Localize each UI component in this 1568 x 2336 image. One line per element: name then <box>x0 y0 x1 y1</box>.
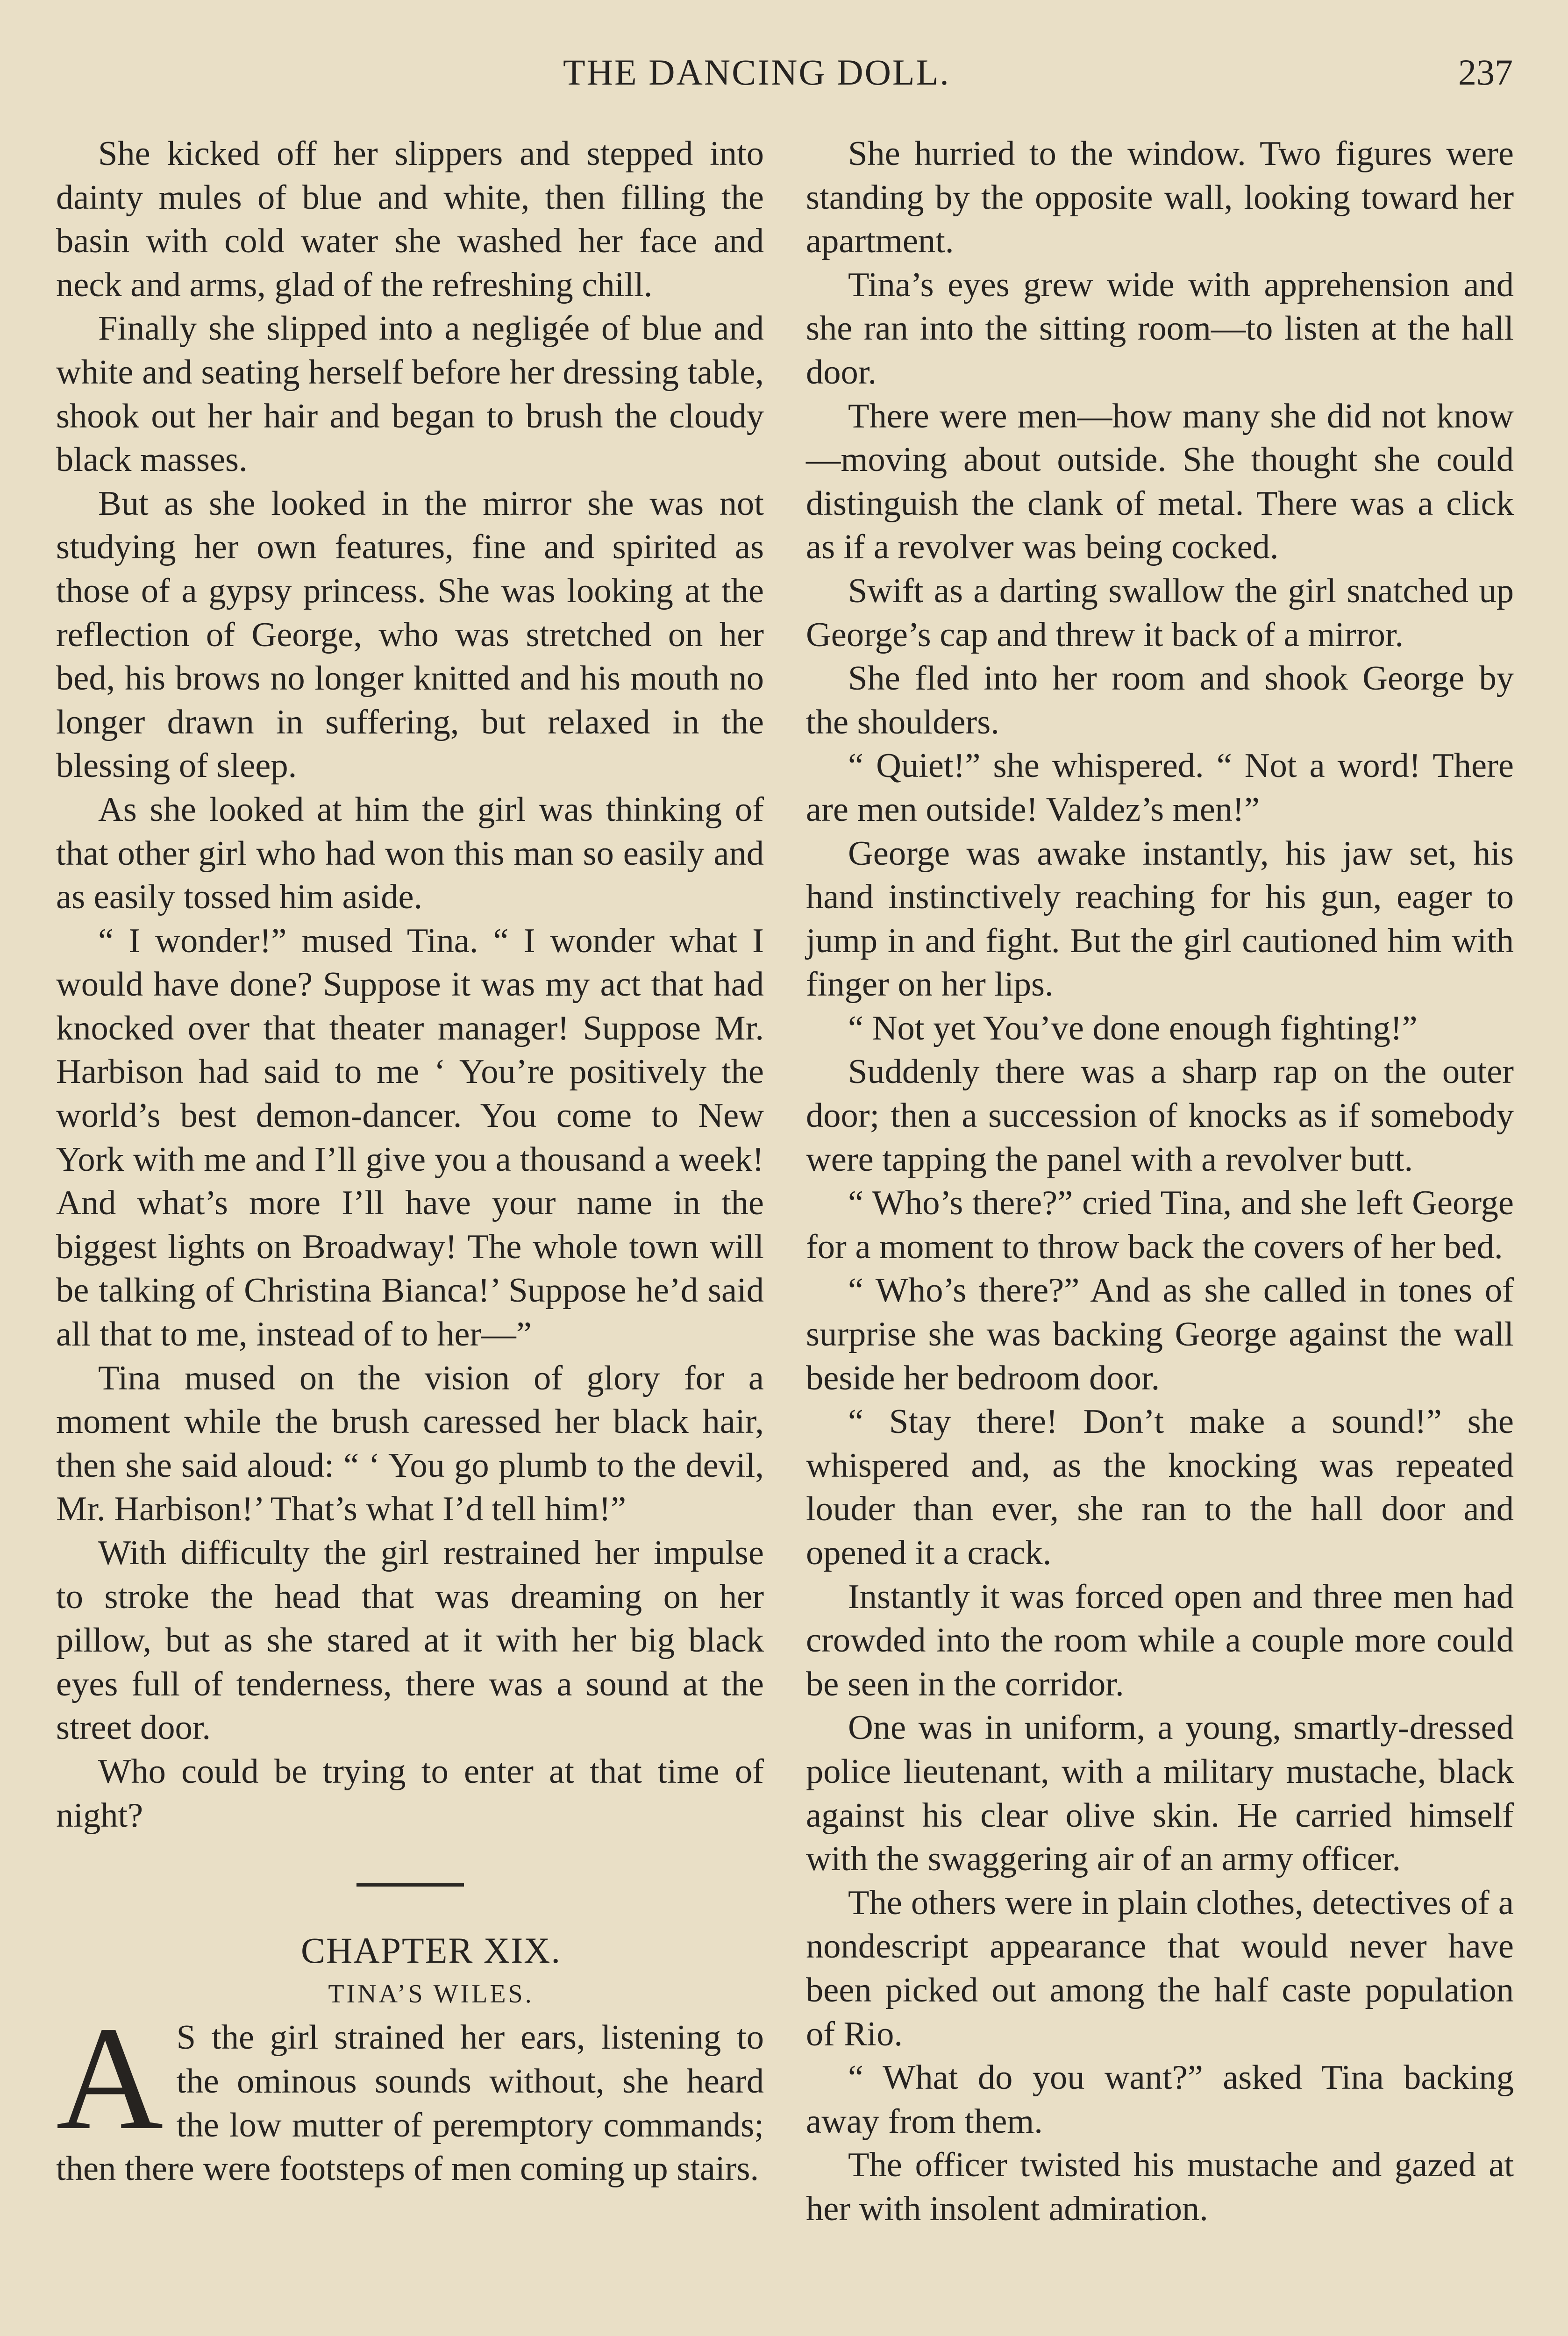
paragraph: “ Not yet You’ve done enough fighting!” <box>848 1009 1418 1047</box>
paragraph: There were men—how many she did not know—moving about outside. She thought she could distinguish the clank of metal. There was a click as if a revolver was being cocked. <box>806 397 1514 567</box>
paragraph: As she looked at him the girl was thinking of that other girl who had won this man so easily and as easily tossed him aside. <box>56 790 764 917</box>
paragraph: “ Quiet!” she whispered. “ Not a word! There are men outside! Valdez’s men!” <box>806 747 1514 829</box>
paragraph: She kicked off her slippers and stepped into dainty mules of blue and white, then filling the basin with cold water she washed her face and neck and arms, glad of the refreshing chill. <box>56 135 764 304</box>
paragraph: Swift as a darting swallow the girl snatched up George’s cap and threw it back of a mirror. <box>806 571 1514 654</box>
paragraph: “ I wonder!” mused Tina. “ I wonder what I would have done? Suppose it was my act that had knocked over that theater manager! Suppose Mr. Harbison had said to me ‘ You’re positively the world’s best demon-dancer. You come to New York with me and I’ll give you a thousand a week! And what’s more I’ll have your name in the biggest lights on Broadway! The whole town will be talking of Christina Bianca!’ Suppose he’d said all that to me, instead of to her—” <box>56 921 764 1354</box>
left-column <box>56 132 764 2191</box>
paragraph: The officer twisted his mustache and gazed at her with insolent admiration. <box>806 2146 1514 2228</box>
paragraph: George was awake instantly, his jaw set, his hand instinctively reaching for his gun, eager to jump in and fight. But the girl cautioned him with finger on her lips. <box>806 834 1514 1004</box>
paragraph: She fled into her room and shook George by the shoulders. <box>806 659 1514 741</box>
paragraph: With difficulty the girl restrained her impulse to stroke the head that was dreaming on her pillow, but as she stared at it with her big black eyes full of tenderness, there was a sound at the street door. <box>56 1534 764 1747</box>
right-column <box>806 132 1514 2231</box>
paragraph: She hurried to the window. Two figures were standing by the opposite wall, looking toward her apartment. <box>806 135 1514 261</box>
page-header <box>0 51 1568 103</box>
paragraph: Who could be trying to enter at that time of night? <box>56 1752 764 1835</box>
paragraph: The others were in plain clothes, detectives of a nondescript appearance that would never have been picked out among the half caste population of Rio. <box>806 1883 1514 2053</box>
section-divider <box>356 1883 464 1887</box>
drop-cap: A <box>56 1996 164 2161</box>
paragraph: One was in uniform, a young, smartly-dressed police lieutenant, with a military mustache, black against his clear olive skin. He carried himself with the swaggering air of an army officer. <box>806 1709 1514 1879</box>
paragraph: Suddenly there was a sharp rap on the outer door; then a succession of knocks as if somebody were tapping the panel with a revolver butt. <box>806 1053 1514 1179</box>
paragraph: But as she looked in the mirror she was not studying her own features, fine and spirited as those of a gypsy princess. She was looking at the reflection of George, who was stretched on her bed, his brows no longer knitted and his mouth no longer drawn in suffering, but relaxed in the blessing of sleep. <box>56 484 764 785</box>
chapter-opening-paragraph <box>56 1996 764 2191</box>
page-number: 237 <box>1458 52 1513 93</box>
paragraph: Tina’s eyes grew wide with apprehension and she ran into the sitting room—to listen at the hall door. <box>806 265 1514 392</box>
chapter-opening-text: S the girl strained her ears, listening to the ominous sounds without, she heard the low mutter of peremptory commands; then there were footsteps of men coming up stairs. <box>56 2018 764 2188</box>
paragraph: Tina mused on the vision of glory for a moment while the brush caressed her black hair, then she said aloud: “ ‘ You go plumb to the devil, Mr. Harbison!’ That’s what I’d tell him!” <box>56 1359 764 1529</box>
paragraph: Finally she slipped into a negligée of blue and white and seating herself before her dressing table, shook out her hair and began to brush the cloudy black masses. <box>56 309 764 479</box>
paragraph: “ Who’s there?” And as she called in tones of surprise she was backing George against the wall beside her bedroom door. <box>806 1271 1514 1397</box>
running-head: THE DANCING DOLL. <box>563 52 950 93</box>
paragraph: Instantly it was forced open and three men had crowded into the room while a couple more could be seen in the corridor. <box>806 1577 1514 1703</box>
chapter-title: CHAPTER XIX. <box>300 1930 561 1971</box>
paragraph: “ Stay there! Don’t make a sound!” she whispered and, as the knocking was repeated louder than ever, she ran to the hall door and opened it a crack. <box>806 1403 1514 1572</box>
chapter-subtitle: TINA’S WILES. <box>328 1979 534 2008</box>
paragraph: “ What do you want?” asked Tina backing away from them. <box>806 2058 1514 2141</box>
paragraph: “ Who’s there?” cried Tina, and she left George for a moment to throw back the covers of her bed. <box>806 1184 1514 1266</box>
